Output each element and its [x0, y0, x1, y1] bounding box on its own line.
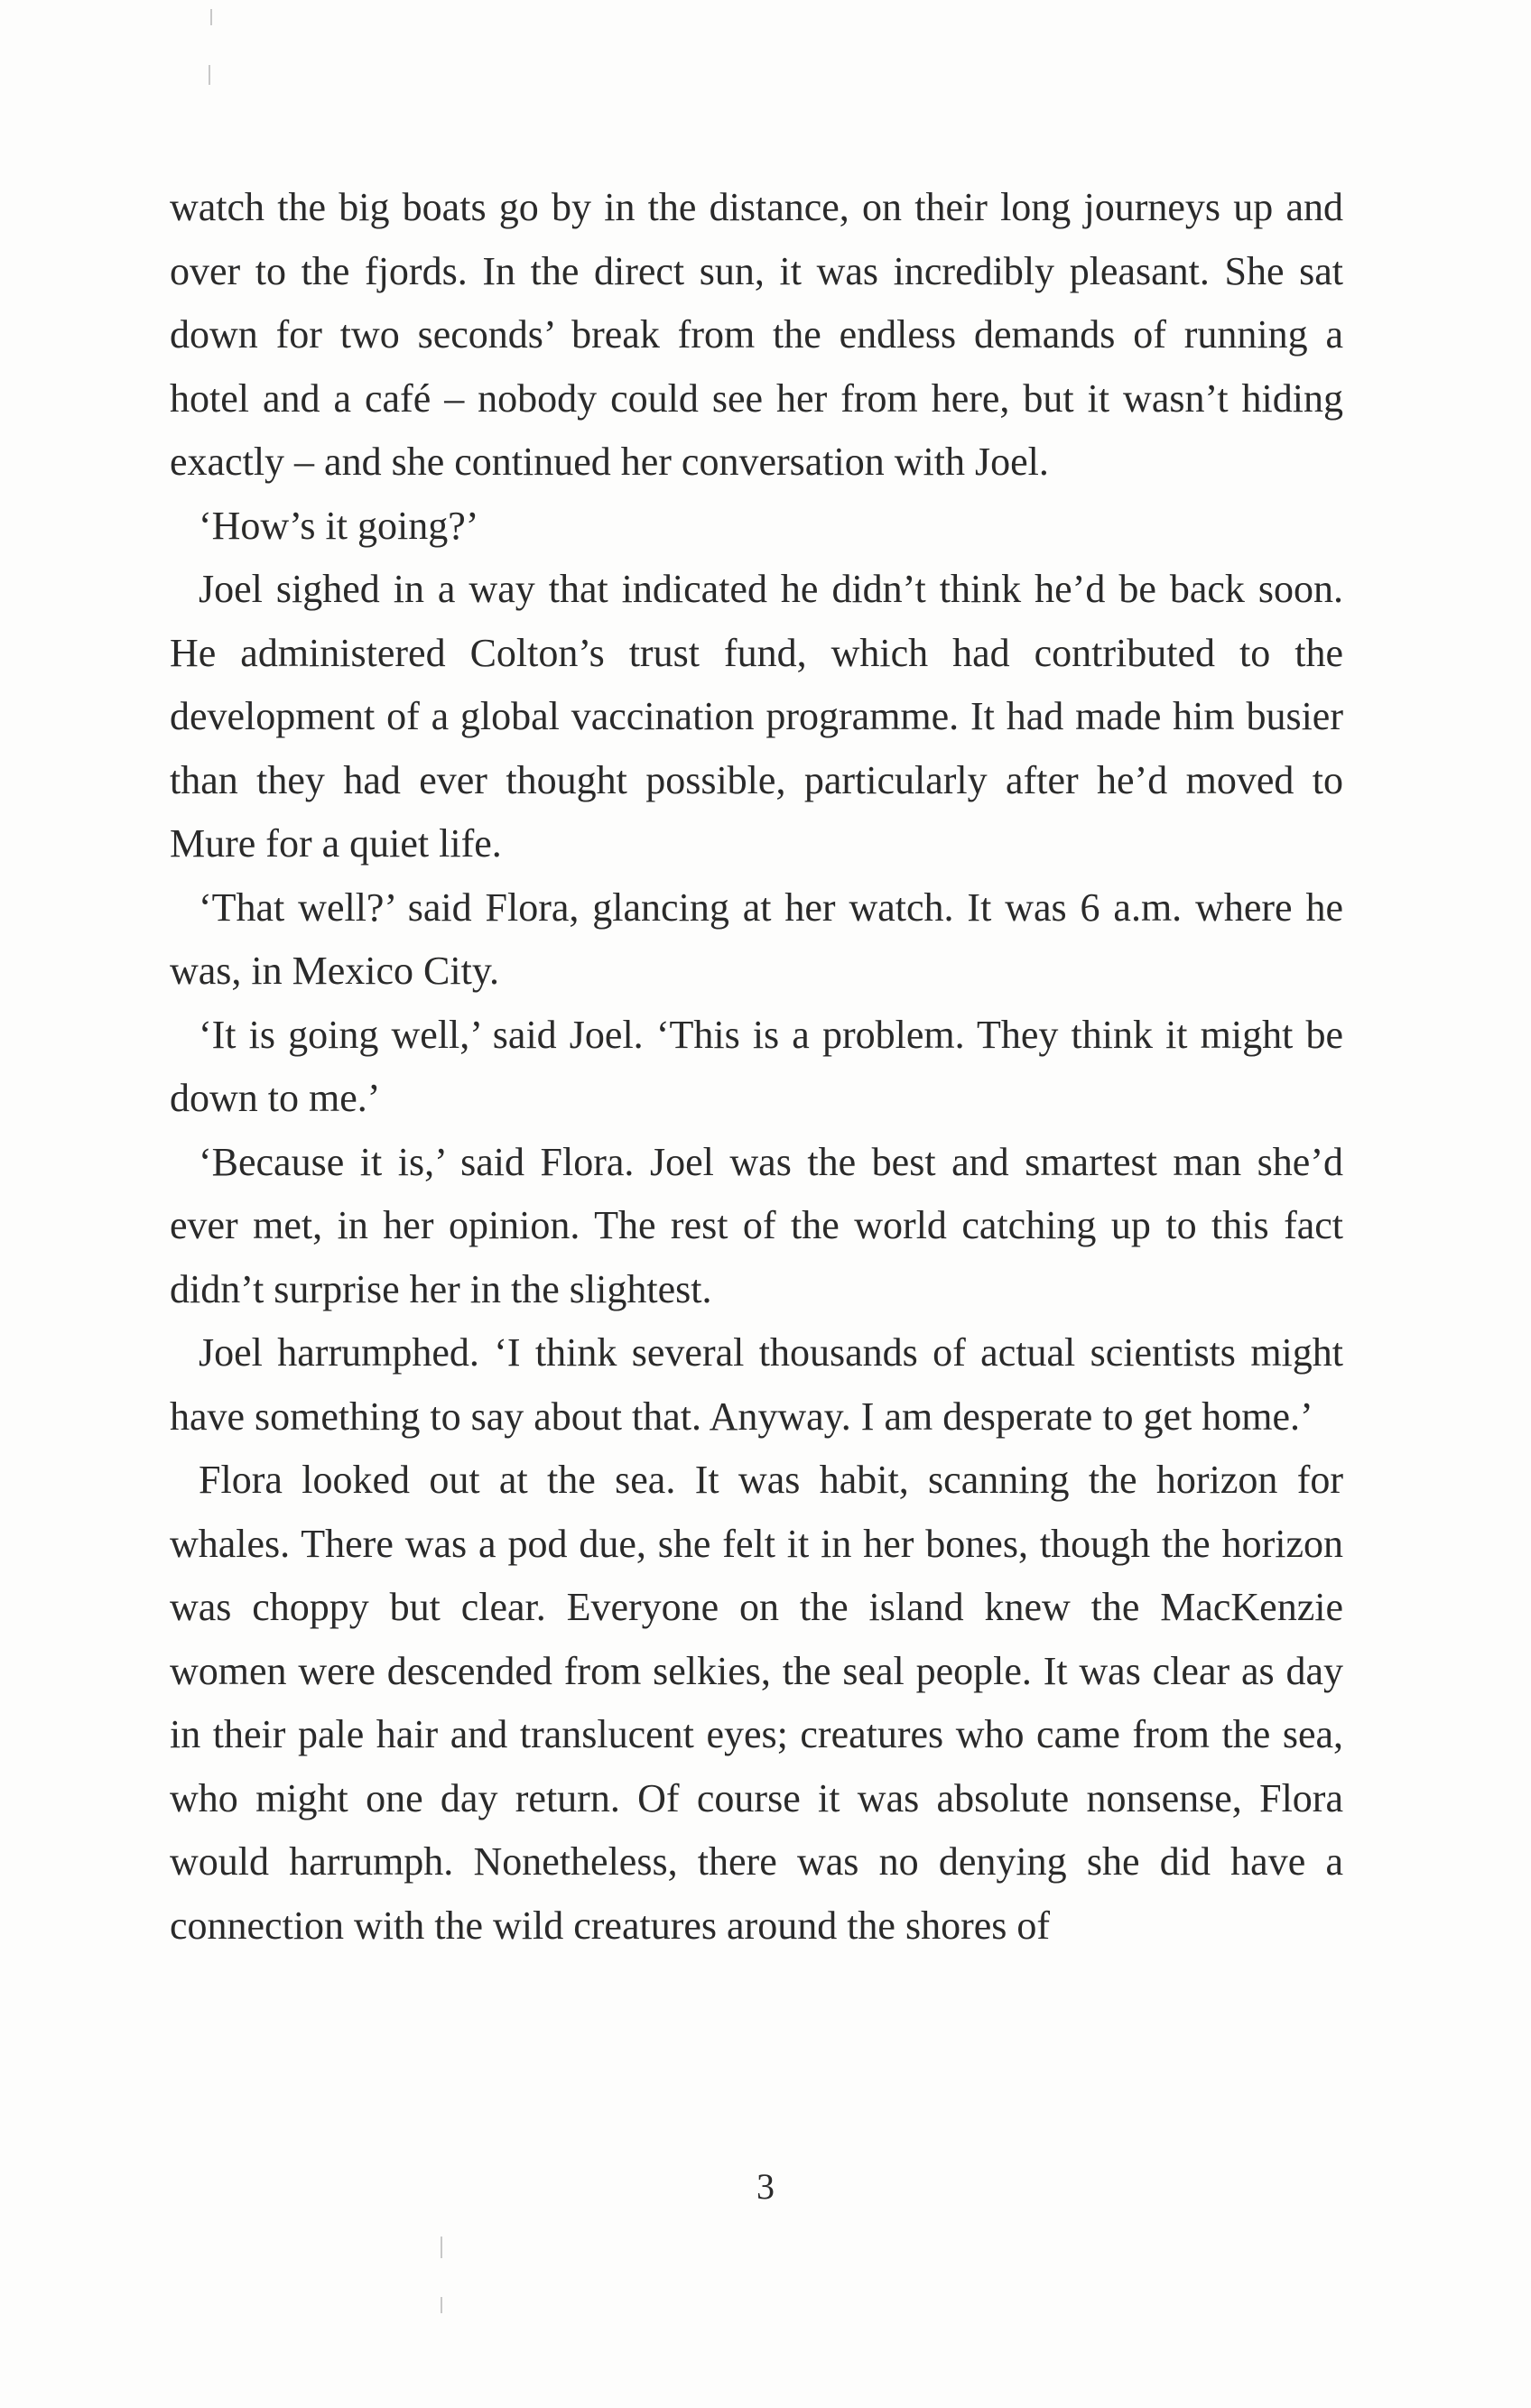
paragraph: Joel harrumphed. ‘I think several thousands of actual scientists might have something to say about that. Anyway. I am desperate to get home.’ [170, 1330, 1343, 1439]
paragraph: watch the big boats go by in the distance, on their long journeys up and over to the fjords. In the direct sun, it was incredibly pleasant. She sat down for two seconds’ break from the endless demands of running a hotel and a café – nobody could see her from here, but it wasn’t hiding exactly – and she continued her conversation with Joel. [170, 185, 1343, 484]
scan-mark [209, 65, 210, 85]
paragraph: Joel sighed in a way that indicated he didn’t think he’d be back soon. He administered Colton’s trust fund, which had contributed to the development of a global vaccination programme. It had made him busier than they had ever thought possible, particularly after he’d moved to Mure for a quiet life. [170, 567, 1343, 866]
paragraph: Flora looked out at the sea. It was habit, scanning the horizon for whales. There was a pod due, she felt it in her bones, though the horizon was choppy but clear. Everyone on the island knew the MacKenzie women were descended from selkies, the seal people. It was clear as day in their pale hair and translucent eyes; creatures who came from the sea, who might one day return. Of course it was absolute nonsense, Flora would harrumph. Nonetheless, there was no denying she did have a connection with the wild creatures around the shores of [170, 1458, 1343, 1948]
page-number: 3 [756, 2166, 775, 2207]
body-text [170, 176, 1343, 1958]
paragraph: ‘How’s it going?’ [199, 503, 479, 548]
paragraph: ‘It is going well,’ said Joel. ‘This is a problem. They think it might be down to me.’ [170, 1012, 1343, 1120]
scan-mark [210, 9, 212, 25]
scan-mark [441, 2297, 442, 2313]
scan-mark [441, 2237, 442, 2258]
paragraph: ‘That well?’ said Flora, glancing at her watch. It was 6 a.m. where he was, in Mexico City. [170, 884, 1343, 993]
paragraph: ‘Because it is,’ said Flora. Joel was the best and smartest man she’d ever met, in her opinion. The rest of the world catching up to this fact didn’t surprise her in the slightest. [170, 1139, 1343, 1311]
